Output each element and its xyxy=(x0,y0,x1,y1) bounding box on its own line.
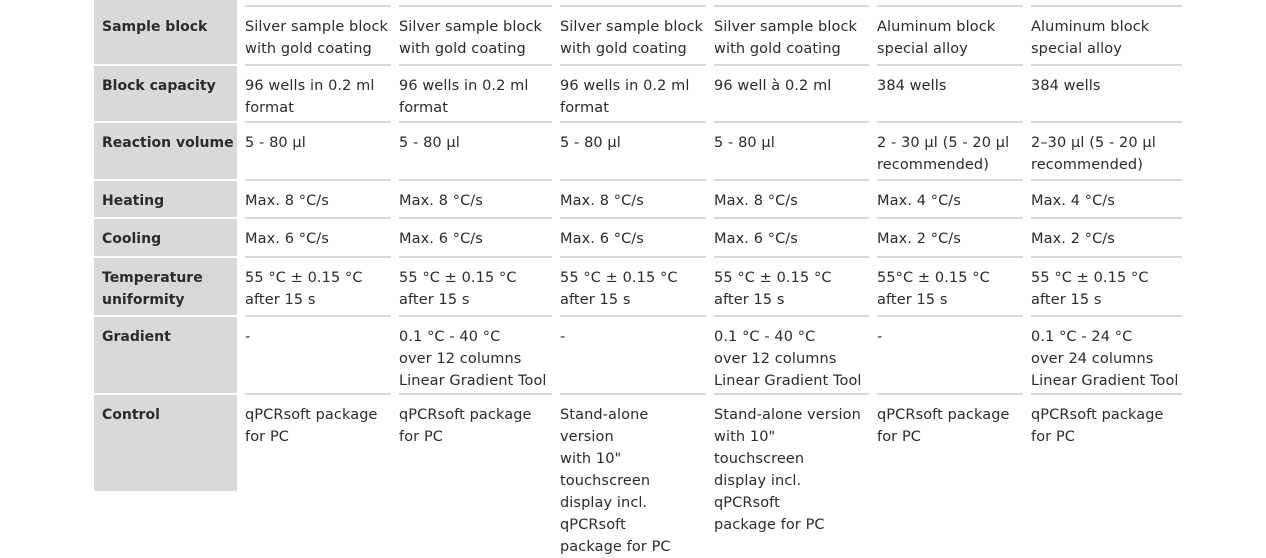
header-separator xyxy=(94,256,237,258)
table-cell: 0.1 °C - 40 °C over 12 columns Linear Gradient Tool xyxy=(399,329,547,389)
table-row xyxy=(94,318,1182,394)
table-cell: Max. 6 °C/s xyxy=(245,231,329,247)
table-cell: qPCRsoft package for PC xyxy=(877,407,1010,445)
table-cell: Stand-alone version with 10" touchscreen display incl. qPCRsoft package for PC xyxy=(560,407,671,555)
table-cell: 55 °C ± 0.15 °C after 15 s xyxy=(245,270,363,308)
row-divider xyxy=(1031,5,1182,7)
table-cell: Max. 8 °C/s xyxy=(399,193,483,209)
table-row xyxy=(94,67,1182,122)
table-cell: - xyxy=(560,329,566,345)
table-cell: Aluminum block special alloy xyxy=(1031,19,1150,57)
table-cell: Max. 2 °C/s xyxy=(877,231,961,247)
row-divider xyxy=(877,5,1023,7)
table-cell: - xyxy=(877,329,883,345)
table-row xyxy=(94,8,1182,65)
row-divider xyxy=(714,5,869,7)
table-cell: qPCRsoft package for PC xyxy=(245,407,378,445)
header-separator xyxy=(94,393,237,395)
table-cell: 55 °C ± 0.15 °C after 15 s xyxy=(399,270,517,308)
table-cell: 96 wells in 0.2 ml format xyxy=(560,78,690,116)
table-cell: qPCRsoft package for PC xyxy=(399,407,532,445)
row-header: Sample block xyxy=(94,8,237,65)
row-header: Temperature uniformity xyxy=(94,259,237,316)
row-header: Cooling xyxy=(94,220,237,257)
table-cell: Silver sample block with gold coating xyxy=(714,19,858,57)
table-row xyxy=(94,220,1182,257)
table-cell: Aluminum block special alloy xyxy=(877,19,996,57)
table-cell: qPCRsoft package for PC xyxy=(1031,407,1164,445)
table-cell: 55 °C ± 0.15 °C after 15 s xyxy=(560,270,678,308)
row-header: Reaction volume xyxy=(94,124,237,180)
table-cell: 0.1 °C - 40 °C over 12 columns Linear Gradient Tool xyxy=(714,329,862,389)
header-separator xyxy=(94,179,237,181)
row-divider xyxy=(560,5,706,7)
row-header: Gradient xyxy=(94,318,237,394)
table-row xyxy=(94,182,1182,218)
table-cell: Silver sample block with gold coating xyxy=(399,19,543,57)
table-cell: 5 - 80 µl xyxy=(399,135,460,151)
row-header: Block capacity xyxy=(94,67,237,122)
header-separator xyxy=(94,64,237,66)
table-cell: Max. 4 °C/s xyxy=(877,193,961,209)
header-separator xyxy=(94,121,237,123)
table-cell: Silver sample block with gold coating xyxy=(560,19,704,57)
table-cell: Stand-alone version with 10" touchscreen display incl. qPCRsoft package for PC xyxy=(714,407,861,533)
table-cell: Max. 8 °C/s xyxy=(245,193,329,209)
row-divider xyxy=(245,5,391,7)
header-separator xyxy=(94,315,237,317)
table-cell: 2 - 30 µl (5 - 20 µl recommended) xyxy=(877,135,1010,173)
header-separator xyxy=(94,217,237,219)
table-cell: Max. 8 °C/s xyxy=(560,193,644,209)
table-cell: Max. 6 °C/s xyxy=(714,231,798,247)
table-cell: Max. 2 °C/s xyxy=(1031,231,1115,247)
table-cell: Max. 6 °C/s xyxy=(399,231,483,247)
row-header: Heating xyxy=(94,182,237,218)
table-cell: 2–30 µl (5 - 20 µl recommended) xyxy=(1031,135,1156,173)
row-divider xyxy=(399,5,552,7)
table-cell: 5 - 80 µl xyxy=(560,135,621,151)
table-cell: 55 °C ± 0.15 °C after 15 s xyxy=(714,270,832,308)
table-cell: Max. 4 °C/s xyxy=(1031,193,1115,209)
table-row xyxy=(94,124,1182,180)
table-cell: 55°C ± 0.15 °C after 15 s xyxy=(877,270,990,308)
table-cell: 384 wells xyxy=(1031,78,1101,94)
table-cell: 5 - 80 µl xyxy=(245,135,306,151)
table-row xyxy=(94,396,1182,555)
table-cell: 384 wells xyxy=(877,78,947,94)
table-row xyxy=(94,259,1182,316)
table-cell: 0.1 °C - 24 °C over 24 columns Linear Gradient Tool xyxy=(1031,329,1179,389)
table-cell: 55 °C ± 0.15 °C after 15 s xyxy=(1031,270,1149,308)
table-cell: 5 - 80 µl xyxy=(714,135,775,151)
table-cell: Silver sample block with gold coating xyxy=(245,19,389,57)
table-cell: 96 wells in 0.2 ml format xyxy=(245,78,375,116)
spec-table xyxy=(94,0,1182,555)
table-cell: Max. 8 °C/s xyxy=(714,193,798,209)
row-header: Control xyxy=(94,396,237,491)
table-cell: - xyxy=(245,329,251,345)
table-cell: Max. 6 °C/s xyxy=(560,231,644,247)
table-cell: 96 well à 0.2 ml xyxy=(714,78,832,94)
table-cell: 96 wells in 0.2 ml format xyxy=(399,78,529,116)
